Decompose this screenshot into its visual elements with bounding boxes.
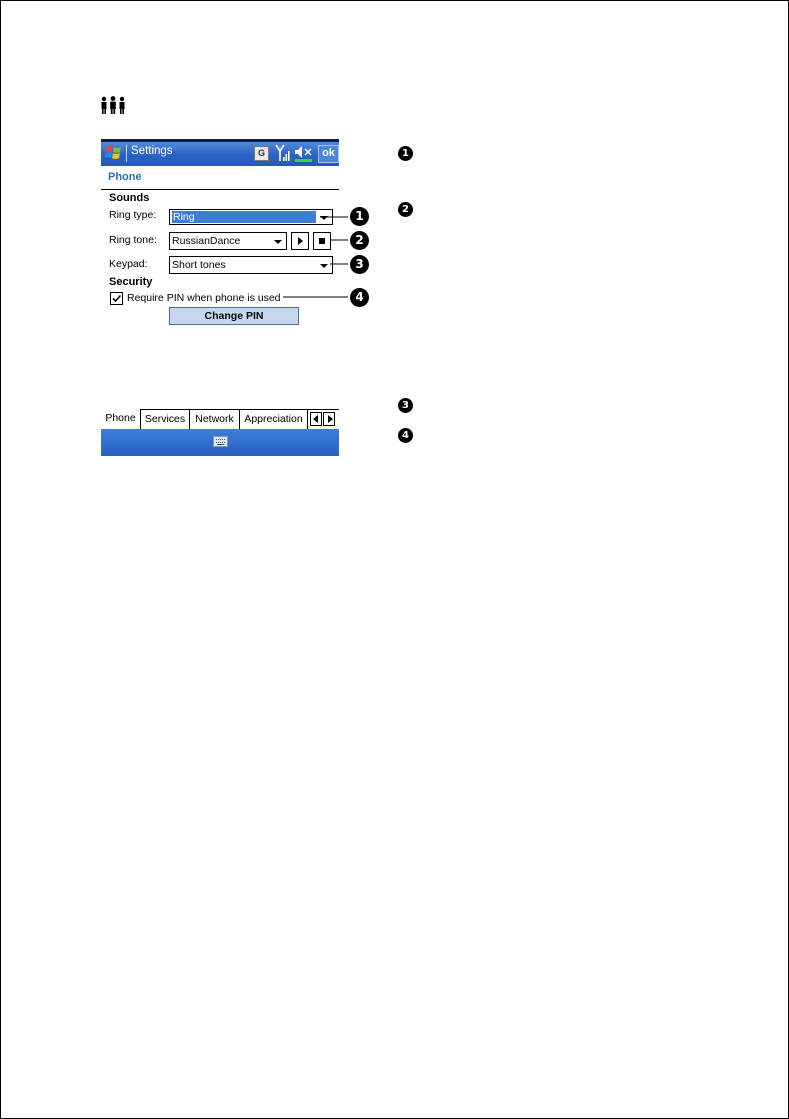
ok-button[interactable]: ok — [318, 145, 339, 163]
legend-badge-2: 2 — [398, 202, 413, 217]
legend-badge-1: 1 — [398, 146, 413, 161]
ring-type-label: Ring type: — [109, 209, 157, 221]
page-heading: Phone — [108, 171, 142, 183]
play-icon — [298, 237, 303, 245]
keyboard-icon[interactable] — [213, 436, 228, 447]
tab-scroll-right-button[interactable] — [323, 412, 335, 426]
callout-badge-3: 3 — [350, 255, 369, 274]
callout-badge-1: 1 — [350, 207, 369, 226]
tab-services[interactable]: Services — [141, 409, 190, 429]
tab-scroll-left-button[interactable] — [310, 412, 322, 426]
heading-divider — [101, 189, 339, 190]
ring-type-value: Ring — [172, 211, 316, 223]
signal-icon[interactable] — [275, 144, 291, 162]
tab-appreciation[interactable]: Appreciation — [240, 409, 308, 429]
arrow-left-icon — [313, 415, 318, 423]
people-icon — [100, 96, 126, 114]
gprs-status-icon[interactable]: G — [254, 146, 269, 161]
require-pin-label[interactable]: Require PIN when phone is used — [127, 292, 281, 304]
legend-badge-3: 3 — [398, 398, 413, 413]
keypad-value: Short tones — [172, 259, 226, 271]
security-heading: Security — [109, 276, 153, 288]
tab-strip — [101, 409, 339, 430]
menu-bar — [101, 429, 339, 456]
title-bar-title: Settings — [131, 145, 173, 157]
chevron-down-icon — [320, 264, 328, 268]
arrow-right-icon — [328, 415, 333, 423]
change-pin-button[interactable]: Change PIN — [169, 307, 299, 325]
sounds-heading: Sounds — [109, 192, 150, 204]
ring-tone-select[interactable] — [169, 232, 287, 250]
chevron-down-icon — [274, 240, 282, 244]
ring-tone-value: RussianDance — [172, 235, 241, 247]
windows-start-icon[interactable] — [104, 143, 124, 163]
title-bar — [101, 139, 339, 166]
callout-badge-2: 2 — [350, 231, 369, 250]
play-button[interactable] — [291, 232, 309, 250]
stop-button[interactable] — [313, 232, 331, 250]
chevron-down-icon — [320, 216, 328, 220]
stop-icon — [319, 238, 325, 244]
ring-tone-label: Ring tone: — [109, 234, 157, 246]
volume-muted-icon[interactable] — [294, 144, 314, 162]
require-pin-checkbox[interactable] — [110, 292, 123, 305]
keypad-select[interactable] — [169, 256, 333, 274]
legend-badge-4: 4 — [398, 428, 413, 443]
tab-phone[interactable]: Phone — [101, 409, 141, 429]
ring-type-select[interactable] — [169, 209, 333, 225]
phone-settings-screenshot — [101, 139, 339, 456]
keypad-label: Keypad: — [109, 258, 148, 270]
checkmark-icon — [111, 293, 122, 304]
tab-network[interactable]: Network — [190, 409, 240, 429]
callout-badge-4: 4 — [350, 288, 369, 307]
